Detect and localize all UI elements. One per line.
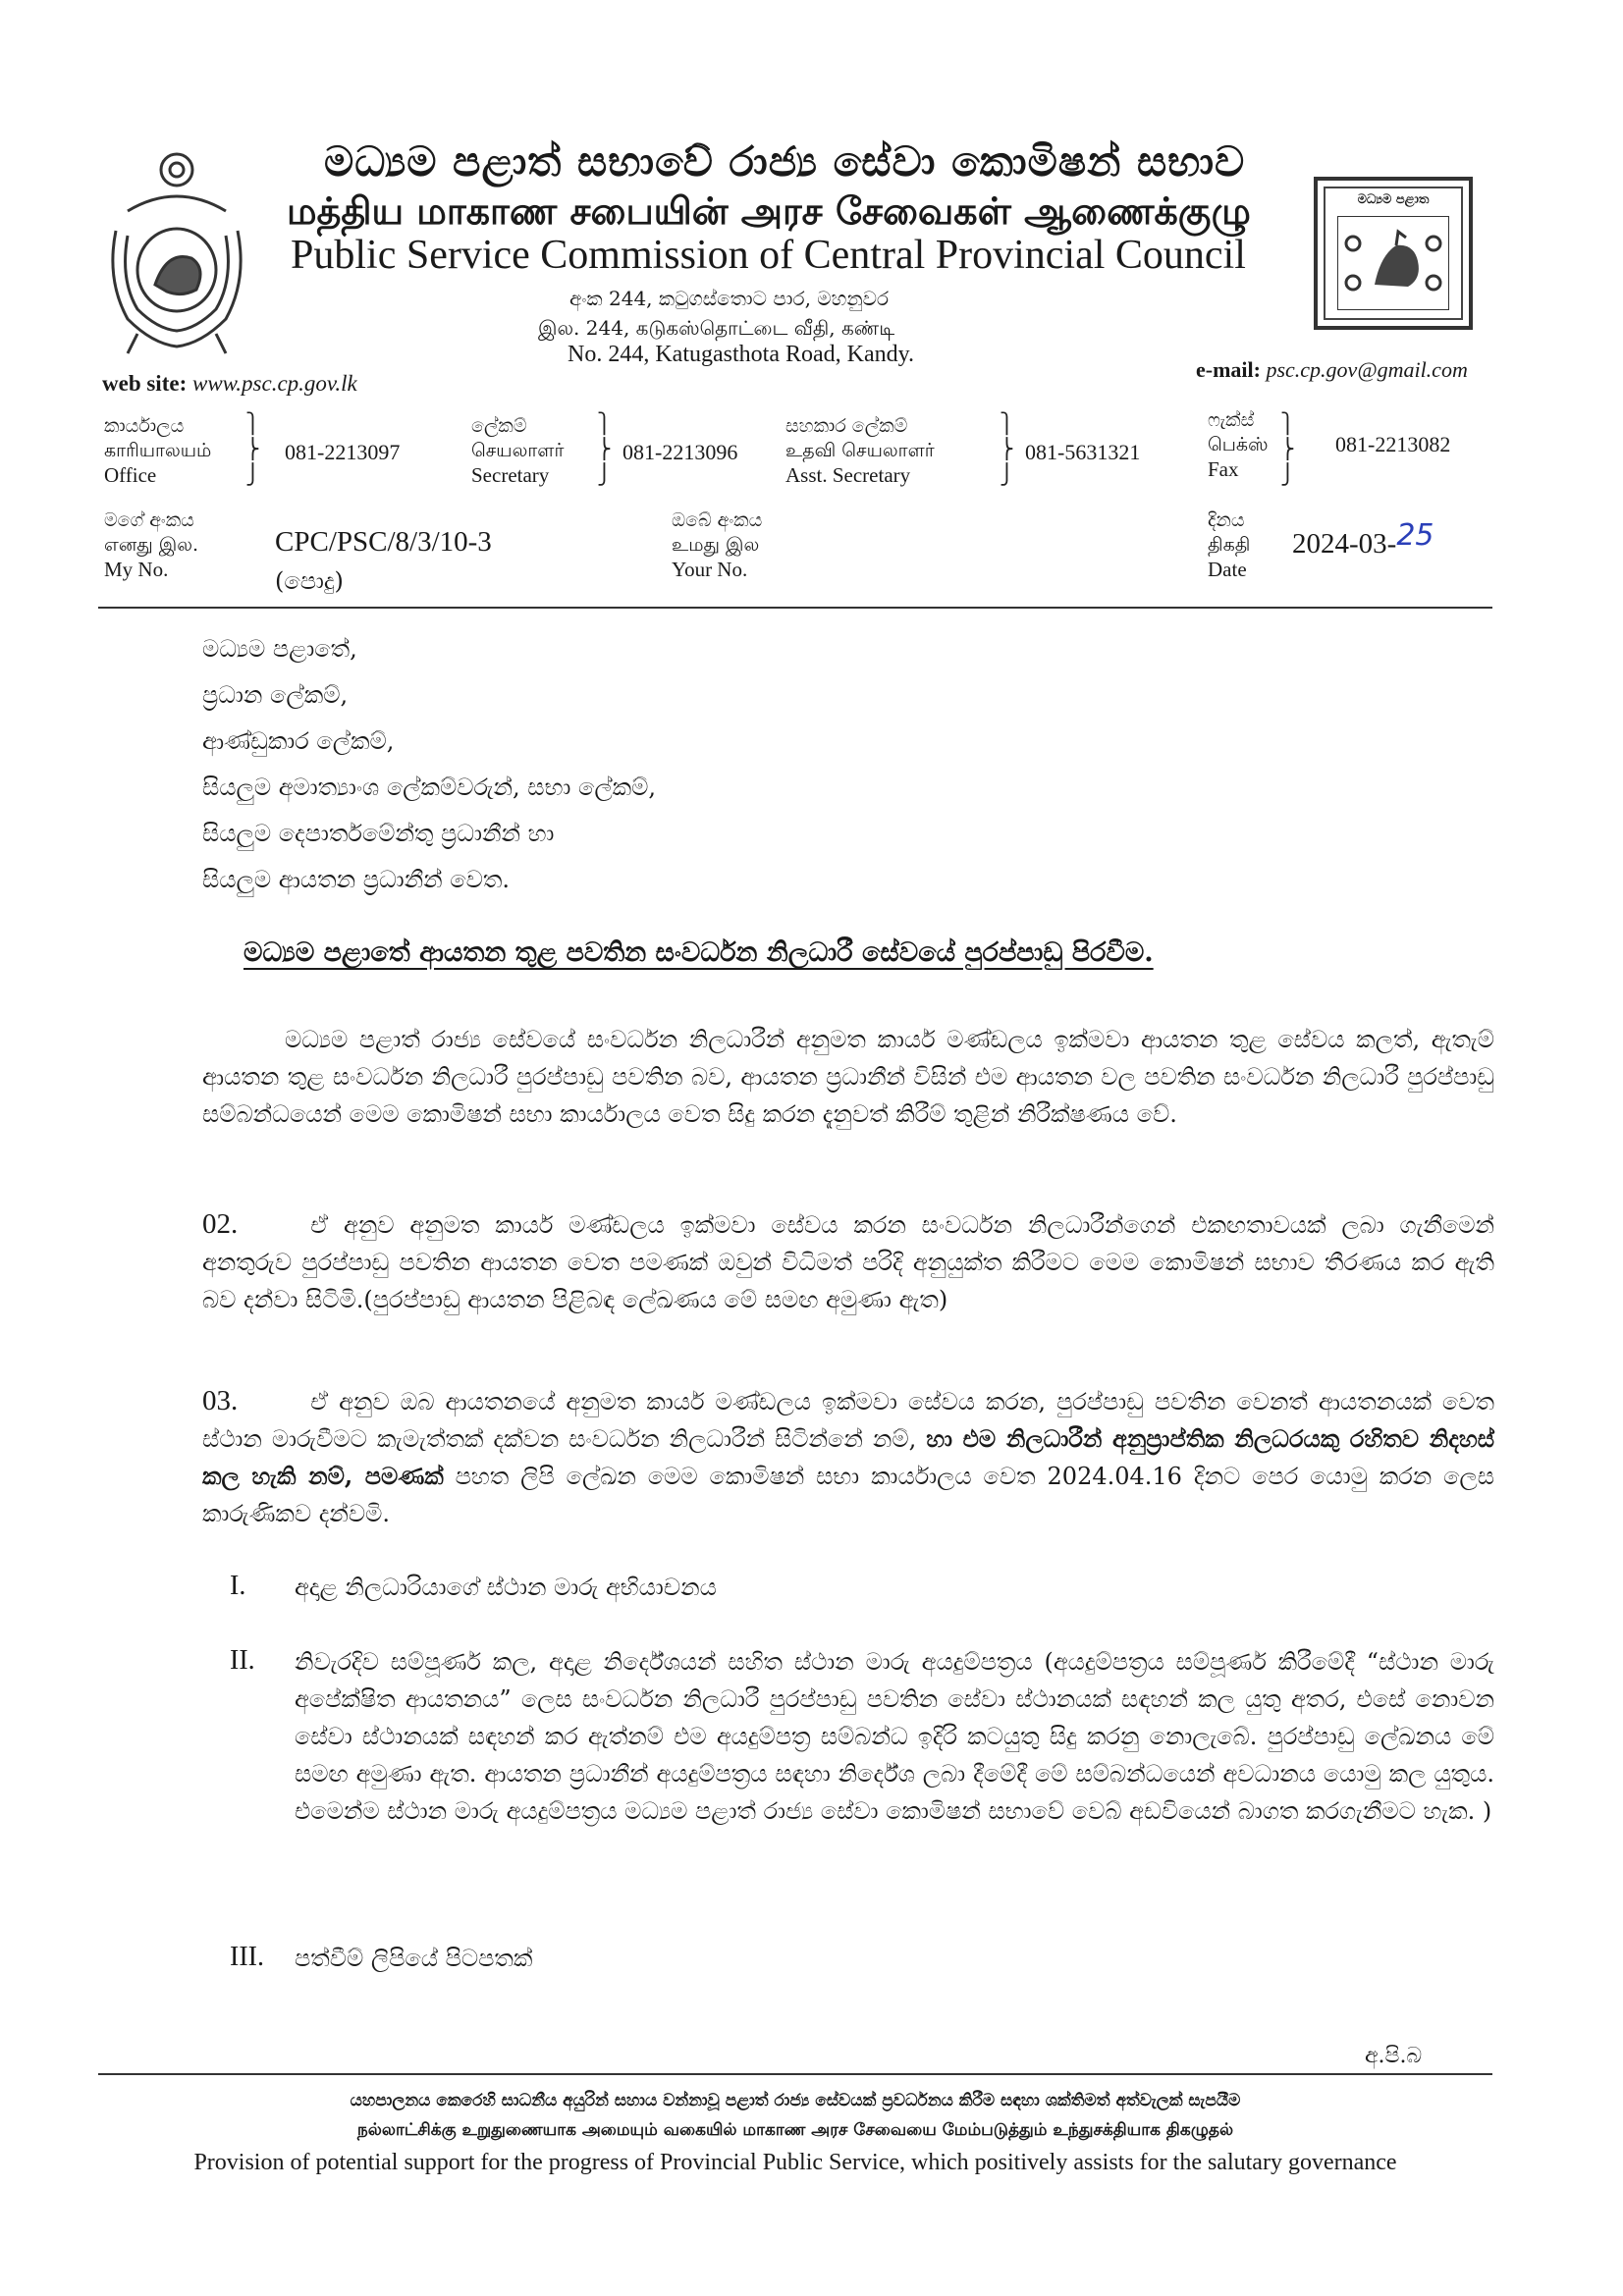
website-link[interactable]: www.psc.cp.gov.lk	[191, 371, 357, 396]
addressee: සියලුම ආයතන ප්‍රධානීන් වෙත.	[202, 866, 510, 893]
my-no-labels: මගේ අංකය எனது இல. My No.	[104, 509, 199, 581]
item-number: III.	[230, 1942, 264, 1972]
org-title-english: Public Service Commission of Central Provincial Council	[291, 233, 1246, 278]
contact-asst-secretary-labels: සහකාර ලේකම් உதவி செயலாளர் Asst. Secretary	[785, 415, 935, 487]
paragraph-2: 02. ඒ අනුව අනුමත කාර්ය මණ්ඩලය ඉක්මවා සේවය කරන සංවර්ධන නිලධාරීන්ගෙන් එකඟතාවයක් ලබා ගැනීමෙන් අනතුරුව පුරප්පාඩු පවතින ආයතන වෙත පමණක් ඔවුන් විධිමත් පරිදි අනුයුක්ත කිරීමට මෙම කොමිෂන් සභාව තීරණය කර ඇති බව දන්වා සිටිමි.(පුරප්පාඩු ආයතන පිළිබඳ ලේඛණය මේ සමඟ අමුණා ඇත)	[202, 1208, 1494, 1313]
paragraph-number: 02.	[202, 1208, 239, 1240]
addressee: මධ්‍යම පළාතේ,	[202, 635, 357, 663]
item-number: II.	[230, 1645, 255, 1676]
brace: ⎫ ⎬ ⎭	[245, 411, 260, 486]
brace: ⎫ ⎬ ⎭	[597, 411, 612, 486]
header-divider	[98, 607, 1492, 609]
address-tamil: இல. 244, கடுகஸ்தொட்டை வீதி, கண்டி	[538, 316, 895, 340]
website	[102, 371, 357, 397]
date-labels: දිනය திகதி Date	[1208, 509, 1251, 581]
footer-tamil: நல்லாட்சிக்கு உறுதுணையாக அமையும் வகையில் மாகாண அரச சேவையை மேம்படுத்தும் உந்துசக்தியாக திகழுதல்	[356, 2120, 1234, 2140]
address-english: No. 244, Katugasthota Road, Kandy.	[568, 342, 915, 367]
your-no-labels: ඔබේ අංකය உமது இல Your No.	[672, 509, 763, 581]
paragraph-3: 03. ඒ අනුව ඔබ ආයතනයේ අනුමත කාර්ය මණ්ඩලය ඉක්මවා සේවය කරන, පුරප්පාඩු පවතින වෙනත් ආයතනයක් වෙත ස්ථාන මාරුවීමට කැමැත්තක් දක්වන සංවර්ධන නිලධාරීන් සිටින්නේ නම්, හා එම නිලධාරීන් අනුප්‍රාප්තික නිලධරයකු රහිතව නිදහස් කල හැකි නම්, පමණක් පහත ලිපි ලේඛන මෙම කොමිෂන් සභා කාර්යාලය වෙත 2024.04.16 දිනට පෙර යොමු කරන ලෙස කාරුණිකව දන්වමි.	[202, 1385, 1495, 1527]
item-text: අදාළ නිලධාරියාගේ ස්ථාන මාරු අභියාචනය	[295, 1574, 717, 1601]
addressee: ප්‍රධාන ලේකම්,	[202, 681, 349, 709]
date-handwritten: 25	[1396, 518, 1434, 553]
org-title-tamil: மத்திய மாகாண சபையின் அரச சேவைகள் ஆணைக்குழு	[287, 188, 1251, 233]
continuation-mark: අ.පි.බ	[1365, 2044, 1423, 2068]
address-sinhala: අංක 244, කටුගස්තොට පාර, මහනුවර	[569, 287, 890, 310]
phone-fax: 081-2213082	[1335, 432, 1451, 456]
addressee: ආණ්ඩුකාර ලේකම්,	[202, 727, 395, 755]
footer-sinhala: යහපාලනය කෙරෙහි සාධනීය අයුරින් සහාය වන්නාවූ පළාත් රාජ්‍ය සේවයක් ප්‍රවර්ධනය කිරීම සඳහා ශක්තිමත් අත්වැලක් සැපයීම	[350, 2091, 1241, 2110]
website-label: web site:	[102, 371, 188, 396]
stamp-text: මධ්‍යම පළාත	[1357, 192, 1430, 207]
phone-office: 081-2213097	[285, 440, 401, 464]
org-title-sinhala: මධ්‍යම පළාත් සභාවේ රාජ්‍ය සේවා කොමිෂන් සභාව	[324, 137, 1246, 186]
my-no-sub: (පොදු)	[275, 567, 344, 595]
official-stamp	[1314, 177, 1473, 330]
my-no-value: CPC/PSC/8/3/10-3	[275, 526, 492, 558]
addressee: සියලුම දෙපාර්තමේන්තු ප්‍රධානීන් හා	[202, 820, 555, 847]
contact-fax-labels: ෆැක්ස් பெக்ஸ் Fax	[1208, 409, 1269, 481]
footer-divider	[98, 2073, 1492, 2075]
email-label: e-mail:	[1196, 357, 1261, 382]
contact-office-labels: කාර්යාලය காரியாலயம் Office	[104, 415, 212, 487]
brace: ⎫ ⎬ ⎭	[1280, 411, 1295, 486]
paragraph-1: මධ්‍යම පළාත් රාජ්‍ය සේවයේ සංවර්ධන නිලධාරීන් අනුමත කාර්ය මණ්ඩලය ඉක්මවා ආයතන තුළ සේවය කලත්, ඇතැම් ආයතන තුළ සංවර්ධන නිලධාරී පුරප්පාඩු පවතින බව, ආයතන ප්‍රධානීන් විසින් එම ආයතන වල පවතින සංවර්ධන නිලධාරී පුරප්පාඩු සම්බන්ධයෙන් මෙම කොමිෂන් සභා කාර්යාලය වෙත සිදු කරන දැනුවත් කිරීම් තුළින් නිරීක්ෂණය වේ.	[202, 1026, 1494, 1128]
addressee-list	[202, 626, 656, 903]
brace: ⎫ ⎬ ⎭	[1000, 411, 1014, 486]
item-number: I.	[230, 1571, 246, 1601]
lion-flag-icon	[1337, 216, 1449, 310]
email-link[interactable]: psc.cp.gov@gmail.com	[1266, 357, 1468, 382]
item-text: පත්වීම් ලිපියේ පිටපතක්	[295, 1945, 533, 1972]
phone-secretary: 081-2213096	[622, 440, 738, 464]
contact-secretary-labels: ලේකම් செயலாளர் Secretary	[471, 415, 565, 487]
item-text: නිවැරදිව සම්පූර්ණ කල, අදාළ නිර්දේශයන් සහිත ස්ථාන මාරු අයදුම්පත්‍රය (අයදුම්පත්‍රය සම්පූර්ණ කිරීමේදී “ස්ථාන මාරු අපේක්ෂිත ආයතනය” ලෙස සංවර්ධන නිලධාරී පුරප්පාඩු පවතින සේවා ස්ථානයක් සඳහන් කල යුතු අතර, එසේ නොවන සේවා ස්ථානයක් සඳහන් කර ඇත්නම් එම අයදුම්පත්‍ර සම්බන්ධ ඉදිරි කටයුතු සිදු කරනු නොලැබේ. පුරප්පාඩු ලේඛනය මේ සමඟ අමුණා ඇත. ආයතන ප්‍රධානීන් අයදුම්පත්‍රය සඳහා නිර්දේශ ලබා දීමේදී මේ සම්බන්ධයෙන් අවධානය යොමු කල යුතුය. එමෙන්ම ස්ථාන මාරු අයදුම්පත්‍රය මධ්‍යම පළාත් රාජ්‍ය සේවා කොමිෂන් සභාවේ වෙබ් අඩවියෙන් බාගත කරගැනීමට හැක. )	[295, 1648, 1494, 1825]
date-value: 2024-03-25	[1292, 518, 1434, 560]
phone-asst-secretary: 081-5631321	[1025, 440, 1141, 464]
addressee: සියලුම අමාත්‍යාංශ ලේකම්වරුන්, සභා ලේකම්,	[202, 774, 657, 801]
national-emblem-icon	[98, 142, 255, 358]
paragraph-number: 03.	[202, 1385, 239, 1416]
footer-english: Provision of potential support for the progress of Provincial Public Service, which positively assists for the salutary governance	[193, 2150, 1397, 2175]
email	[1196, 357, 1468, 383]
letter-subject: මධ්‍යම පළාතේ ආයතන තුළ පවතින සංවර්ධන නිලධාරී සේවයේ පුරප්පාඩු පිරවීම.	[243, 937, 1154, 968]
emphasis: හා එම නිලධාරීන් අනුප්‍රාප්තික නිලධරයකු රහිතව නිදහස් කල හැකි නම්, පමණක්	[202, 1424, 1495, 1490]
